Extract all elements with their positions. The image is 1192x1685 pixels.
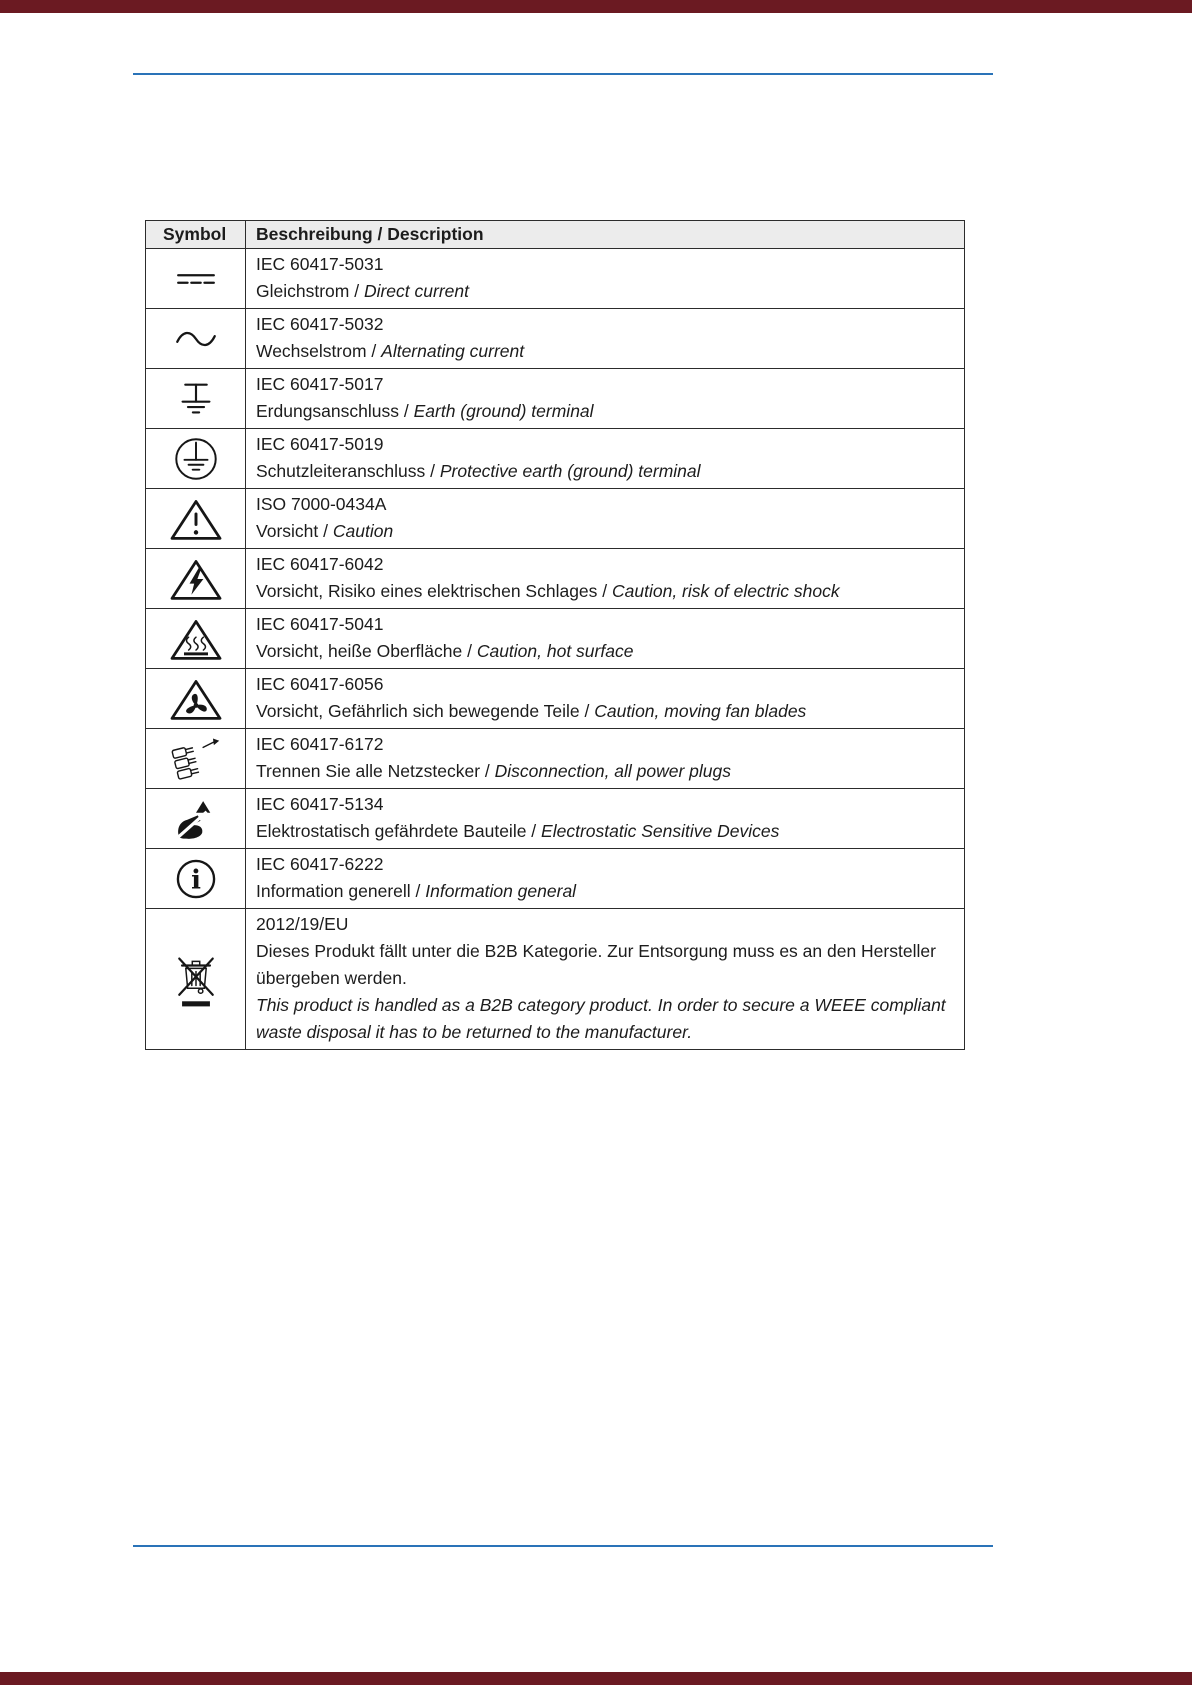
table-row (146, 729, 965, 789)
table-row (146, 369, 965, 429)
description-de: Trennen Sie alle Netzstecker / (256, 761, 490, 781)
table-row (146, 489, 965, 549)
symbol-table (145, 220, 965, 1050)
standard-code: IEC 60417-5032 (256, 314, 384, 334)
description-en: Information general (425, 881, 577, 901)
standard-code: IEC 60417-5017 (256, 374, 384, 394)
standard-code: IEC 60417-5031 (256, 254, 384, 274)
table-row (146, 249, 965, 309)
svg-text:i: i (190, 864, 201, 895)
electric-shock-icon (168, 570, 224, 587)
description-en: Earth (ground) terminal (413, 401, 594, 421)
description-en: Disconnection, all power plugs (494, 761, 732, 781)
caution-icon (168, 510, 224, 527)
description-de: Schutzleiteranschluss / (256, 461, 435, 481)
description-en: Caution, hot surface (476, 641, 634, 661)
description-de: Erdungsanschluss / (256, 401, 409, 421)
footer-rule (133, 1545, 993, 1547)
earth-terminal-icon (171, 390, 221, 407)
description-en: Caution, moving fan blades (594, 701, 807, 721)
description-de: Gleichstrom / (256, 281, 360, 301)
protective-earth-icon (173, 450, 219, 467)
table-row (146, 549, 965, 609)
description-de: Elektrostatisch gefährdete Bauteile / (256, 821, 537, 841)
description-de: Vorsicht / (256, 521, 328, 541)
table-row (146, 609, 965, 669)
description-en: Caution (332, 521, 394, 541)
table-row (146, 849, 965, 909)
top-edge-bar (0, 0, 1192, 13)
description-en: Alternating current (381, 341, 525, 361)
standard-code: IEC 60417-5019 (256, 434, 384, 454)
description-de: Vorsicht, Risiko eines elektrischen Schlages / (256, 581, 608, 601)
table-row (146, 309, 965, 369)
alternating-current-icon (169, 330, 223, 347)
table-header-row (146, 221, 965, 249)
bottom-edge-bar (0, 1672, 1192, 1685)
description-de: Information generell / (256, 881, 421, 901)
standard-code: IEC 60417-6172 (256, 734, 384, 754)
header-symbol: Symbol (146, 221, 246, 249)
description-en: Protective earth (ground) terminal (439, 461, 701, 481)
description-de: Dieses Produkt fällt unter die B2B Kategorie. Zur Entsorgung muss es an den Hersteller übergeben werden. (256, 941, 936, 988)
disconnect-plugs-icon (171, 750, 221, 767)
information-icon (174, 864, 218, 895)
standard-code: IEC 60417-5134 (256, 794, 384, 814)
standard-code: IEC 60417-5041 (256, 614, 384, 634)
standard-code: ISO 7000-0434A (256, 494, 387, 514)
weee-bin-icon (170, 970, 222, 987)
table-row (146, 789, 965, 849)
description-de: Wechselstrom / (256, 341, 377, 361)
description-de: Vorsicht, heiße Oberfläche / (256, 641, 472, 661)
standard-code: IEC 60417-6056 (256, 674, 384, 694)
table-row (146, 909, 965, 1050)
header-description: Beschreibung / Description (246, 221, 965, 249)
description-en: This product is handled as a B2B category product. In order to secure a WEEE compliant waste disposal it has to be returned to the manufacturer. (256, 995, 946, 1042)
standard-code: IEC 60417-6042 (256, 554, 384, 574)
moving-fan-blades-icon (168, 690, 224, 707)
description-en: Electrostatic Sensitive Devices (541, 821, 780, 841)
description-en: Direct current (363, 281, 469, 301)
hot-surface-icon (168, 630, 224, 647)
standard-code: IEC 60417-6222 (256, 854, 384, 874)
header-rule (133, 73, 993, 75)
esd-icon (171, 810, 221, 827)
table-row (146, 669, 965, 729)
description-de: Vorsicht, Gefährlich sich bewegende Teile / (256, 701, 590, 721)
direct-current-icon (169, 270, 223, 287)
description-en: Caution, risk of electric shock (612, 581, 840, 601)
standard-code: 2012/19/EU (256, 914, 349, 934)
table-row (146, 429, 965, 489)
